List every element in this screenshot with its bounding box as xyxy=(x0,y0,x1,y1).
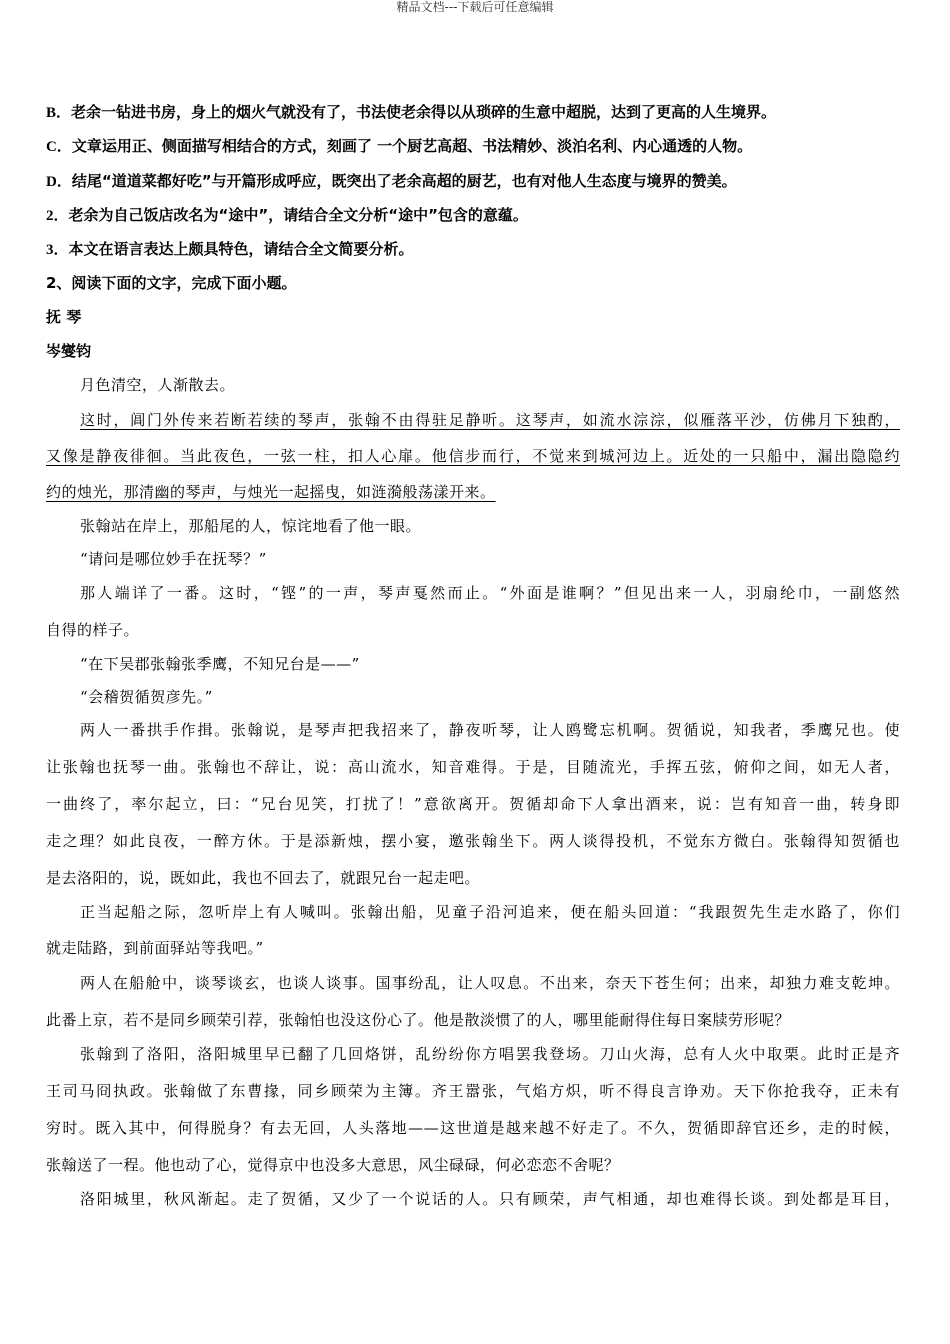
question-number: 2 xyxy=(46,208,54,224)
question-option-d xyxy=(46,171,737,192)
underlined-line: 这时，阊门外传来若断若续的琴声，张翰不由得驻足静听。这琴声，如流水淙淙，似雁落平沙，仿佛月下独酌， xyxy=(80,411,900,429)
article-author: 岑燮钧 xyxy=(46,342,92,360)
question-option-b xyxy=(46,102,776,123)
paragraph-line: “会稽贺循贺彦先。” xyxy=(80,688,213,706)
paragraph-line: 张翰送了一程。他也动了心，觉得京中也没多大意思，风尘碌碌，何必恋恋不舍呢？ xyxy=(46,1156,620,1174)
paragraph-line: 洛阳城里，秋风渐起。走了贺循，又少了一个说话的人。只有顾荣，声气相通，却也难得长谈。到处都是耳目， xyxy=(80,1190,900,1208)
paragraph-line: 两人一番拱手作揖。张翰说，是琴声把我招来了，静夜听琴，让人鸥鹭忘机啊。贺循说，知我者，季鹰兄也。使 xyxy=(80,721,900,739)
paragraph-line: 一曲终了，率尔起立，曰：“兄台见笑，打扰了！”意欲离开。贺循却命下人拿出酒来，说：岂有知音一曲，转身即 xyxy=(46,795,900,813)
page-header: 精品文档---下载后可任意编辑 xyxy=(396,0,554,14)
question-text: ．老余为自己饭店改名为“途中”，请结合全文分析“途中”包含的意蕴。 xyxy=(53,206,528,224)
paragraph-line: “请问是哪位妙手在抚琴？” xyxy=(80,550,267,568)
underlined-line: 约的烛光，那清幽的琴声，与烛光一起摇曳，如涟漪般荡漾开来。 xyxy=(46,483,496,501)
section-intro: 2、阅读下面的文字，完成下面小题。 xyxy=(46,274,297,292)
option-letter: B xyxy=(46,105,57,121)
paragraph-line: 张翰站在岸上，那船尾的人，惊诧地看了他一眼。 xyxy=(80,517,422,535)
paragraph-line: 是去洛阳的，说，既如此，我也不回去了，就跟兄台一起走吧。 xyxy=(46,869,481,887)
paragraph-line: 两人在船舱中，谈琴谈玄，也谈人谈事。国事纷乱，让人叹息。不出来，奈天下苍生何；出来，却独力难支乾坤。 xyxy=(80,974,900,992)
option-text: ．老余一钻进书房，身上的烟火气就没有了，书法使老余得以从琐碎的生意中超脱，达到了更高的人生境界。 xyxy=(56,103,777,121)
question-text: ．本文在语言表达上颇具特色，请结合全文简要分析。 xyxy=(53,240,414,258)
option-letter: D xyxy=(46,174,57,190)
paragraph-line: “在下吴郡张翰张季鹰，不知兄台是——” xyxy=(80,655,360,673)
paragraph-line: 走之理？如此良夜，一醉方休。于是添新烛，摆小宴，邀张翰坐下。两人谈得投机，不觉东方微白。张翰得知贺循也 xyxy=(46,832,900,850)
paragraph-line: 让张翰也抚琴一曲。张翰也不辞让，说：高山流水，知音难得。于是，目随流光，手挥五弦，俯仰之间，如无人者， xyxy=(46,758,900,776)
paragraph-line: 正当起船之际，忽听岸上有人喊叫。张翰出船，见童子沿河追来，便在船头回道：“我跟贺先生走水路了，你们 xyxy=(80,903,900,921)
paragraph-line: 张翰到了洛阳，洛阳城里早已翻了几回烙饼，乱纷纷你方唱罢我登场。刀山火海，总有人火中取栗。此时正是齐 xyxy=(80,1045,900,1063)
paragraph-line: 此番上京，若不是同乡顾荣引荐，张翰怕也没这份心了。他是散淡惯了的人，哪里能耐得住每日案牍劳形呢？ xyxy=(46,1011,791,1029)
option-text: ．文章运用正、侧面描写相结合的方式，刻画了 一个厨艺高超、书法精妙、淡泊名利、内心通透的人物。 xyxy=(56,137,753,155)
article-title: 抚 琴 xyxy=(46,308,82,326)
question-3 xyxy=(46,239,414,260)
paragraph-line: 那人端详了一番。这时，“铿”的一声，琴声戛然而止。“外面是谁啊？”但见出来一人，羽扇纶巾，一副悠然 xyxy=(80,584,900,602)
paragraph-line: 月色清空，人渐散去。 xyxy=(80,376,236,394)
paragraph-line: 自得的样子。 xyxy=(46,621,140,639)
option-text: ．结尾“道道菜都好吃”与开篇形成呼应，既突出了老余高超的厨艺，也有对他人生态度与境界的赞美。 xyxy=(56,172,737,190)
paragraph-line: 就走陆路，到前面驿站等我吧。” xyxy=(46,939,264,957)
paragraph-line: 穷时。既入其中，何得脱身？有去无回，人头落地——这世道是越来越不好走了。不久，贺循即辞官还乡，走的时候， xyxy=(46,1119,900,1137)
underlined-line: 又像是静夜徘徊。当此夜色，一弦一柱，扣人心扉。他信步而行，不觉来到城河边上。近处的一只船中，漏出隐隐约 xyxy=(46,447,900,465)
question-option-c xyxy=(46,136,752,157)
paragraph-line: 王司马冏执政。张翰做了东曹掾，同乡顾荣为主簿。齐王嚣张，气焰方炽，听不得良言诤劝。天下你抢我夺，正未有 xyxy=(46,1082,900,1100)
option-letter: C xyxy=(46,139,57,155)
question-2 xyxy=(46,205,528,226)
question-number: 3 xyxy=(46,242,54,258)
